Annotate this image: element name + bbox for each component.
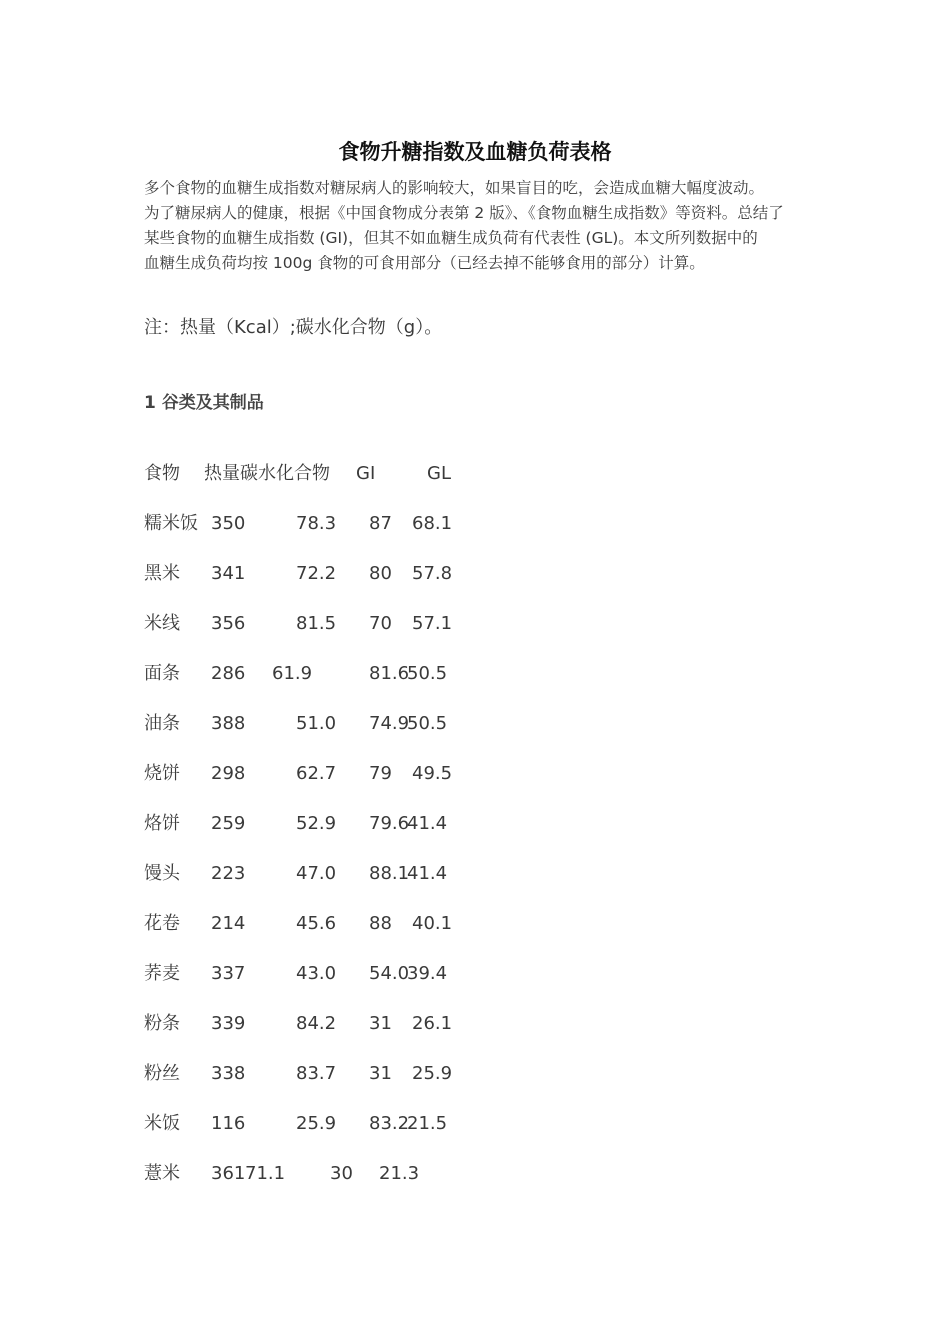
carb-value: 47.0	[296, 863, 337, 884]
kcal-value: 214	[211, 913, 246, 934]
carb-value: 78.3	[296, 513, 337, 534]
gl-value: 41.4	[407, 863, 448, 884]
gl-value: 57.1	[412, 613, 453, 634]
gl-value: 40.1	[412, 913, 453, 934]
intro-line: 为了糖尿病人的健康，根据《中国食物成分表第 2 版》、《食物血糖生成指数》等资料。总结了	[144, 204, 784, 222]
header-kcal-carb: 热量碳水化合物	[204, 463, 330, 484]
gl-value: 68.1	[412, 513, 453, 534]
table-row	[144, 661, 544, 687]
table-row	[144, 911, 544, 937]
table-row	[144, 1161, 544, 1187]
carb-value: 81.5	[296, 613, 337, 634]
carb-value: 51.0	[296, 713, 337, 734]
carb-value: 72.2	[296, 563, 337, 584]
kcal-value: 116	[211, 1113, 246, 1134]
table-header	[144, 461, 544, 487]
kcal-value: 361	[211, 1163, 246, 1184]
header-gl: GL	[427, 463, 451, 484]
header-food: 食物	[144, 463, 180, 484]
header-gi: GI	[356, 463, 376, 484]
food-name: 黑米	[144, 563, 180, 584]
gi-value: 80	[369, 563, 392, 584]
table-row	[144, 711, 544, 737]
kcal-value: 388	[211, 713, 246, 734]
kcal-value: 339	[211, 1013, 246, 1034]
gl-value: 26.1	[412, 1013, 453, 1034]
gi-value: 54.0	[369, 963, 410, 984]
gl-value: 57.8	[412, 563, 453, 584]
carb-value: 61.9	[272, 663, 313, 684]
food-name: 面条	[144, 663, 180, 684]
food-name: 油条	[144, 713, 180, 734]
gi-value: 74.9	[369, 713, 410, 734]
section-heading: 1 谷类及其制品	[144, 393, 264, 413]
gi-value: 70	[369, 613, 392, 634]
carb-value: 62.7	[296, 763, 337, 784]
gi-value: 31	[369, 1013, 392, 1034]
intro-line: 某些食物的血糖生成指数 (GI)，但其不如血糖生成负荷有代表性 (GL)。本文所列数据中的	[144, 229, 758, 247]
gl-value: 50.5	[407, 713, 448, 734]
intro-line: 血糖生成负荷均按 100g 食物的可食用部分（已经去掉不能够食用的部分）计算。	[144, 254, 705, 272]
gl-value: 25.9	[412, 1063, 453, 1084]
gi-value: 81.6	[369, 663, 410, 684]
table-row	[144, 861, 544, 887]
gi-value: 31	[369, 1063, 392, 1084]
gi-value: 88.1	[369, 863, 410, 884]
intro-line: 多个食物的血糖生成指数对糖尿病人的影响较大，如果盲目的吃，会造成血糖大幅度波动。	[144, 179, 765, 197]
kcal-value: 350	[211, 513, 246, 534]
gi-value: 30	[330, 1163, 353, 1184]
table-row	[144, 961, 544, 987]
carb-value: 25.9	[296, 1113, 337, 1134]
gl-value: 21.3	[379, 1163, 420, 1184]
food-name: 花卷	[144, 913, 180, 934]
table-row	[144, 811, 544, 837]
kcal-value: 341	[211, 563, 246, 584]
carb-value: 43.0	[296, 963, 337, 984]
kcal-value: 337	[211, 963, 246, 984]
kcal-value: 223	[211, 863, 246, 884]
food-name: 米饭	[144, 1113, 180, 1134]
kcal-value: 259	[211, 813, 246, 834]
food-name: 馒头	[144, 863, 180, 884]
table-row	[144, 1011, 544, 1037]
gi-value: 88	[369, 913, 392, 934]
gi-value: 79.6	[369, 813, 410, 834]
kcal-value: 356	[211, 613, 246, 634]
carb-value: 45.6	[296, 913, 337, 934]
food-name: 粉条	[144, 1013, 180, 1034]
intro-paragraph	[144, 176, 814, 276]
food-name: 米线	[144, 613, 180, 634]
table-row	[144, 561, 544, 587]
carb-value: 83.7	[296, 1063, 337, 1084]
table-row	[144, 511, 544, 537]
kcal-value: 338	[211, 1063, 246, 1084]
page-title: 食物升糖指数及血糖负荷表格	[338, 140, 612, 164]
gl-value: 39.4	[407, 963, 448, 984]
gi-value: 83.2	[369, 1113, 410, 1134]
units-note: 注：热量（Kcal）;碳水化合物（g）。	[144, 317, 443, 338]
kcal-value: 298	[211, 763, 246, 784]
table-row	[144, 761, 544, 787]
gl-value: 50.5	[407, 663, 448, 684]
food-name: 糯米饭	[144, 513, 198, 534]
gl-value: 41.4	[407, 813, 448, 834]
gl-value: 49.5	[412, 763, 453, 784]
table-row	[144, 611, 544, 637]
food-name: 薏米	[144, 1163, 180, 1184]
gl-value: 21.5	[407, 1113, 448, 1134]
kcal-value: 286	[211, 663, 246, 684]
gi-value: 87	[369, 513, 392, 534]
table-row	[144, 1111, 544, 1137]
carb-value: 71.1	[245, 1163, 286, 1184]
food-name: 荞麦	[144, 963, 180, 984]
food-name: 烧饼	[144, 763, 180, 784]
table-row	[144, 1061, 544, 1087]
gi-value: 79	[369, 763, 392, 784]
food-name: 烙饼	[144, 813, 180, 834]
carb-value: 52.9	[296, 813, 337, 834]
carb-value: 84.2	[296, 1013, 337, 1034]
food-name: 粉丝	[144, 1063, 180, 1084]
